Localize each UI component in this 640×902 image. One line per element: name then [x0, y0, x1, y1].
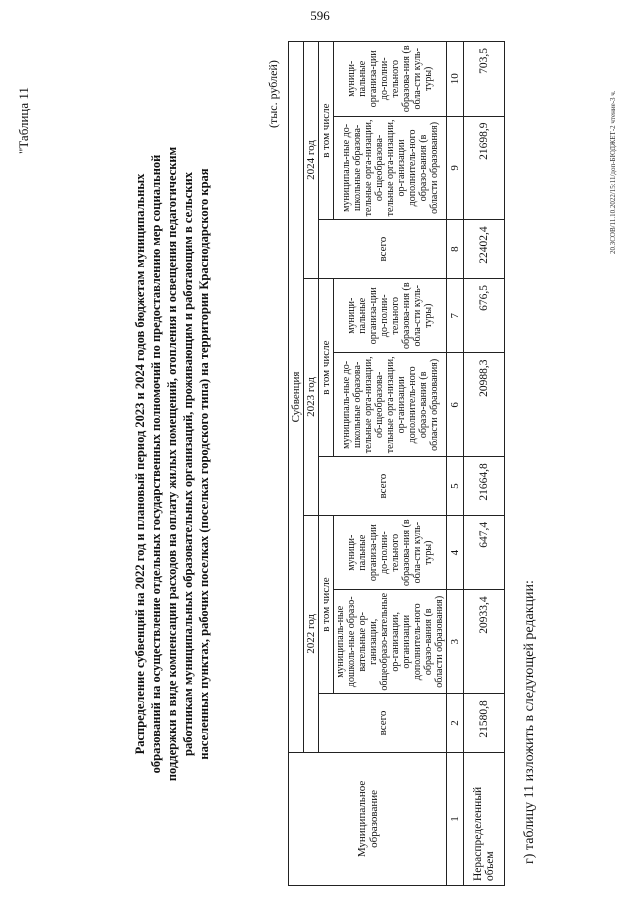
value-total-2024: 22402,4: [464, 220, 505, 279]
column-number: 2: [447, 694, 464, 753]
column-number: 1: [447, 752, 464, 885]
value-preschool-2024: 21698,9: [464, 116, 505, 220]
header-preschool-2024: муниципаль-ные до-школьные образова-тельные орга-низации, об-щеобразова-тельные орга-низации, ор-ганизации дополнитель-ного образо-вания (в области образования): [334, 116, 447, 220]
row-municipality-name: Нераспределенный объем: [464, 752, 505, 885]
page-number: 596: [310, 8, 330, 23]
column-number: 8: [447, 220, 464, 279]
column-number: 7: [447, 278, 464, 352]
units-label: (тыс. рублей): [266, 60, 280, 128]
column-number: 9: [447, 116, 464, 220]
column-number: 4: [447, 515, 464, 589]
value-culture-2022: 647,4: [464, 515, 505, 589]
column-number: 3: [447, 590, 464, 694]
column-number: 5: [447, 457, 464, 516]
header-year-2024: 2024 год: [304, 42, 319, 279]
document-title: Распределение субвенций на 2022 год и плановый период 2023 и 2024 годов бюджетам муниципальных образований на осуществление отдельных государственных полномочий по предоставлению мер социальной поддержки в виде компенсации расходов на оплату жилых помещений, отопления и освещения педагогическим работникам муниципальных образовательных организаций, проживающим и работающим в сельских населенных пунктах, рабочих поселках (поселках городского типа) на территории Краснодарского края: [133, 146, 211, 782]
header-year-2022: 2022 год: [304, 515, 319, 752]
value-culture-2023: 676,5: [464, 278, 505, 352]
table-label: "Таблица 11: [16, 87, 31, 154]
value-total-2023: 21664,8: [464, 457, 505, 516]
header-culture-2024: муници-пальные организа-ции до-полни-тельного образова-ния (в обла-сти куль-туры): [334, 42, 447, 117]
rotated-page-content: [4, 34, 634, 894]
value-preschool-2022: 20933,4: [464, 590, 505, 694]
header-preschool-2023: муниципаль-ные до-школьные образова-тельные орга-низации, об-щеобразова-тельные орга-низации, ор-ганизации дополнитель-ного образо-вания (в области образования): [334, 353, 447, 457]
column-number: 10: [447, 42, 464, 117]
header-total-2023: всего: [319, 457, 447, 516]
header-including-2022: в том числе: [319, 515, 334, 693]
table-row: [464, 42, 505, 886]
header-subvention: Субвенция: [289, 42, 304, 753]
header-culture-2022: муници-пальные организа-ции до-полни-тельного образова-ния (в обла-сти куль-туры): [334, 515, 447, 589]
header-year-2023: 2023 год: [304, 278, 319, 515]
intro-text: г) таблицу 11 изложить в следующей редакции:: [522, 580, 537, 864]
header-total-2024: всего: [319, 220, 447, 279]
header-including-2024: в том числе: [319, 42, 334, 220]
footer-stamp: 20.ЗСОВ/11.10.2022/15:11/доп-БЮДЖЕТ-2 чтение-3 ч.: [609, 90, 617, 254]
header-preschool-2022: муниципаль-ные дошколь-ные образо-вательные ор-ганизации, общеобразо-вательные ор-ганизации, организации дополнитель-ного образо-вания (в области образования): [334, 590, 447, 694]
header-including-2023: в том числе: [319, 278, 334, 456]
header-culture-2023: муници-пальные организа-ции до-полни-тельного образова-ния (в обла-сти куль-туры): [334, 278, 447, 352]
column-number-row: [447, 42, 464, 886]
value-culture-2024: 703,5: [464, 42, 505, 117]
header-total-2022: всего: [319, 694, 447, 753]
subvention-table: [288, 41, 505, 886]
header-municipality: Муниципальное образование: [289, 752, 447, 885]
column-number: 6: [447, 353, 464, 457]
value-preschool-2023: 20988,3: [464, 353, 505, 457]
value-total-2022: 21580,8: [464, 694, 505, 753]
